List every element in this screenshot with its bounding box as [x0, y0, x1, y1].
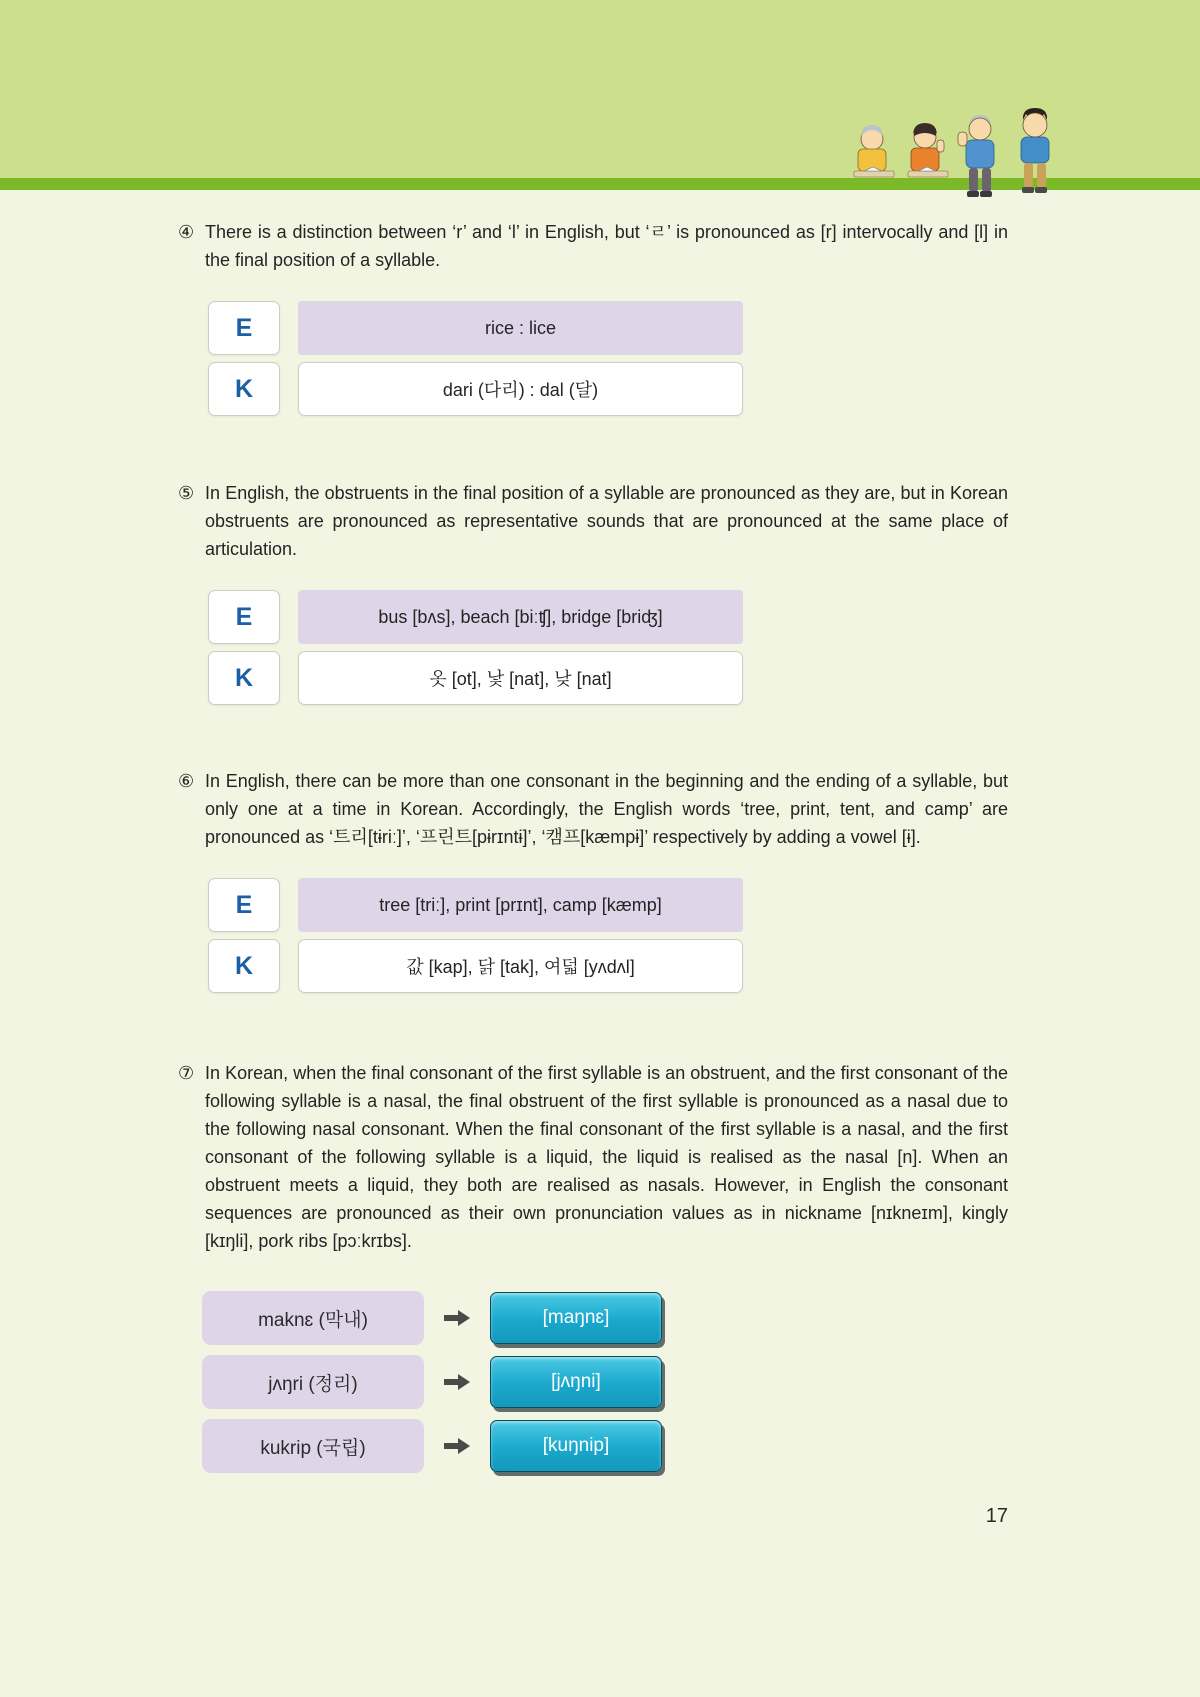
conversion-result: [maŋnɛ] — [490, 1292, 662, 1344]
item-4-examples — [208, 301, 1008, 416]
english-label-box: E — [208, 590, 280, 644]
item-6-text: In English, there can be more than one consonant in the beginning and the ending of a syllable, but only one at a time in Korean. Accordingly, the English words ‘tree, print, tent, and camp’ are pronounced as ‘트리[tɨriː]’, ‘프린트[pɨrɪntɨ]’, ‘캠프[kæmpɨ]’ respectively by adding a vowel [ɨ]. — [205, 771, 1008, 847]
page-content — [178, 190, 1008, 1528]
students-illustration — [850, 96, 1072, 208]
korean-label-box: K — [208, 939, 280, 993]
english-example: tree [triː], print [prɪnt], camp [kæmp] — [298, 878, 743, 932]
korean-example-row — [208, 651, 1008, 705]
student-old-man-yellow — [854, 125, 894, 177]
conversion-result: [jʌŋni] — [490, 1356, 662, 1408]
korean-label-box: K — [208, 362, 280, 416]
korean-example-row — [208, 362, 1008, 416]
english-example-row — [208, 301, 1008, 355]
arrow-right-icon — [424, 1309, 490, 1327]
item-7-paragraph — [178, 1059, 1008, 1255]
english-example-row — [208, 878, 1008, 932]
student-young-man-blue — [1021, 108, 1049, 193]
item-4-marker: ④ — [178, 222, 195, 242]
conversion-row — [202, 1355, 1008, 1409]
student-woman-orange — [908, 123, 948, 177]
korean-example: dari (다리) : dal (달) — [298, 362, 743, 416]
item-5 — [178, 479, 1008, 705]
item-6-marker: ⑥ — [178, 771, 195, 791]
item-7 — [178, 1059, 1008, 1473]
conversion-result: [kuŋnip] — [490, 1420, 662, 1472]
item-6-paragraph — [178, 767, 1008, 851]
item-6-examples — [208, 878, 1008, 993]
conversion-source: jʌŋri (정리) — [202, 1355, 424, 1409]
korean-example: 옷 [ot], 낯 [nat], 낮 [nat] — [298, 651, 743, 705]
item-7-marker: ⑦ — [178, 1063, 195, 1083]
item-4-paragraph — [178, 218, 1008, 274]
page-number: 17 — [985, 1505, 1008, 1527]
conversion-row — [202, 1291, 1008, 1345]
arrow-right-icon — [424, 1373, 490, 1391]
student-old-man-blue — [958, 115, 994, 197]
arrow-right-icon — [424, 1437, 490, 1455]
item-5-text: In English, the obstruents in the final position of a syllable are pronounced as they are, but in Korean obstruents are pronounced as representative sounds that are pronounced at the same place of articulation. — [205, 483, 1008, 559]
english-example: rice : lice — [298, 301, 743, 355]
item-5-examples — [208, 590, 1008, 705]
english-label-box: E — [208, 878, 280, 932]
nasalisation-conversions — [202, 1291, 1008, 1473]
item-5-marker: ⑤ — [178, 483, 195, 503]
korean-label-box: K — [208, 651, 280, 705]
item-5-paragraph — [178, 479, 1008, 563]
korean-example-row — [208, 939, 1008, 993]
english-label-box: E — [208, 301, 280, 355]
english-example-row — [208, 590, 1008, 644]
conversion-source: kukrip (국립) — [202, 1419, 424, 1473]
item-4-text: There is a distinction between ‘r’ and ‘l’ in English, but ‘ㄹ’ is pronounced as [r] intervocally and [l] in the final position of a syllable. — [205, 222, 1008, 270]
item-6 — [178, 767, 1008, 993]
item-4 — [178, 218, 1008, 416]
conversion-source: maknɛ (막내) — [202, 1291, 424, 1345]
item-7-text: In Korean, when the final consonant of the first syllable is an obstruent, and the first consonant of the following syllable is a nasal, the final obstruent of the first syllable is pronounced as a nasal due to the following nasal consonant. When the final consonant of the first syllable is a nasal, and the first consonant of the following syllable is a liquid, the liquid is realised as the nasal [n]. When an obstruent meets a liquid, they both are realised as nasals. However, in English the consonant sequences are pronounced as their own pronunciation values as in nickname [nɪkneɪm], kingly [kɪŋli], pork ribs [pɔːkrɪbs]. — [205, 1063, 1008, 1251]
english-example: bus [bʌs], beach [biːʧ], bridge [briʤ] — [298, 590, 743, 644]
korean-example: 값 [kap], 닭 [tak], 여덟 [yʌdʌl] — [298, 939, 743, 993]
conversion-row — [202, 1419, 1008, 1473]
